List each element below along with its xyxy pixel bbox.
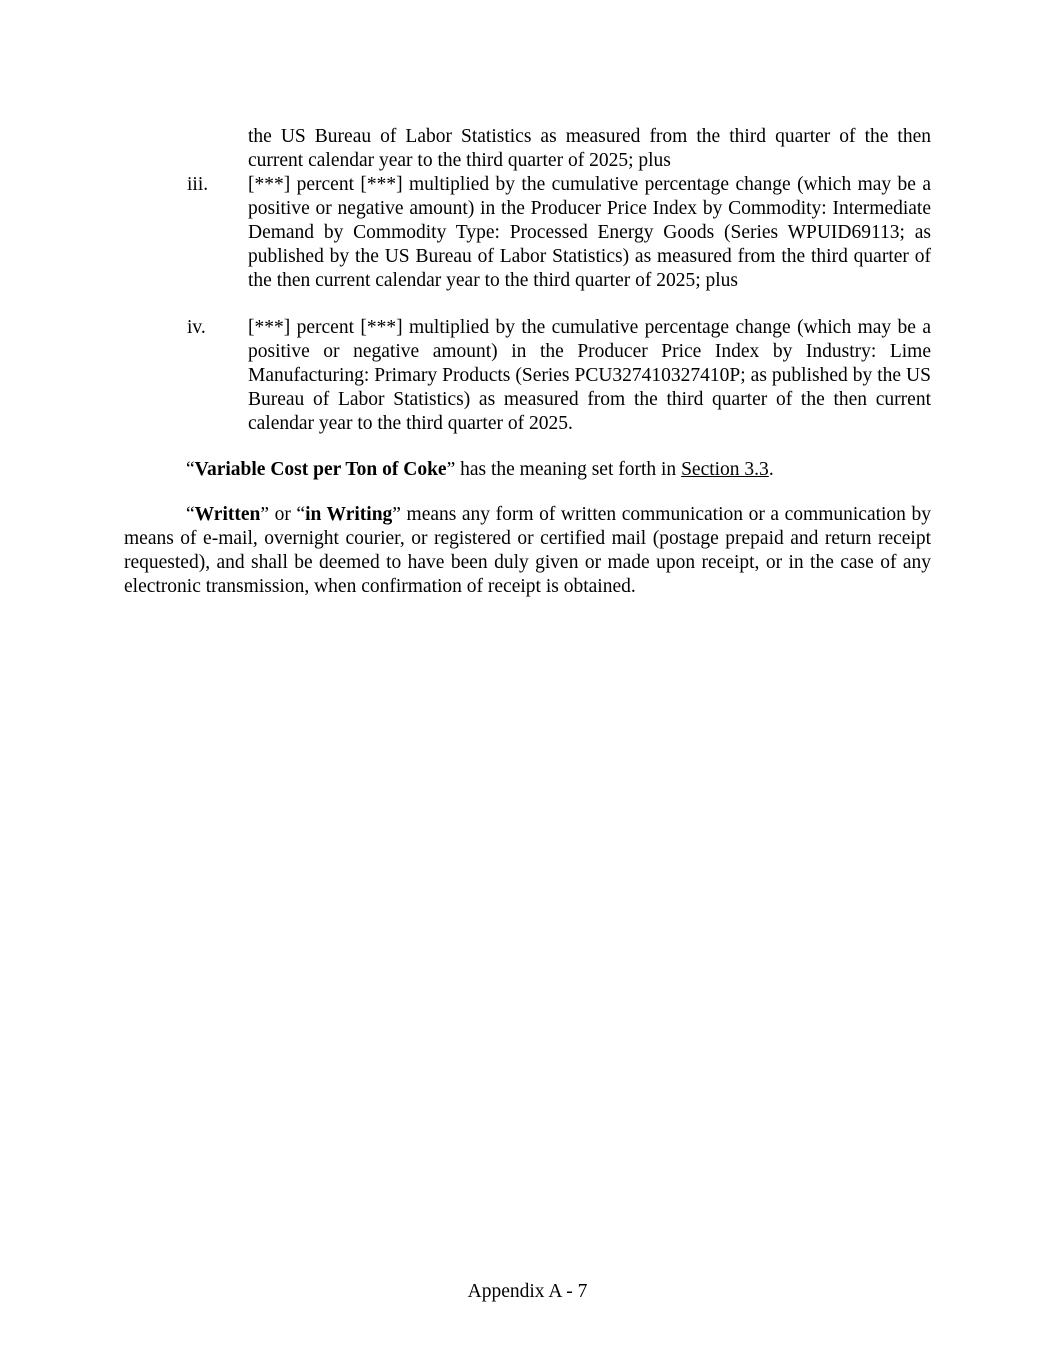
page-footer — [0, 1280, 1055, 1304]
section-reference-link[interactable]: Section 3.3 — [681, 459, 769, 480]
defined-term: Variable Cost per Ton of Coke — [194, 459, 447, 480]
close-quote: ” — [446, 459, 456, 480]
close-quote: ” — [392, 504, 401, 525]
definition-end: . — [768, 459, 774, 480]
defined-term: Written — [194, 504, 261, 525]
list-marker: iii. — [187, 174, 209, 195]
list-marker: iv. — [187, 317, 206, 338]
list-item-text: [***] percent [***] multiplied by the cumulative percentage change (which may be a positive or negative amount) in the Producer Price Index by Industry: Lime Manufacturing: Primary Products (Series PCU327410327410P; as published by the US Bureau of Labor Statistics) as measured from the third quarter of the then current calendar year to the third quarter of 2025. — [248, 317, 931, 434]
continuation-paragraph — [248, 125, 931, 173]
definition-variable-cost — [124, 458, 931, 482]
definition-text: has the meaning set forth in — [455, 459, 682, 480]
definition-text: means any form of written communication or a communication by means of e-mail, overnight courier, or registered or certified mail (postage prepaid and return receipt requested), and shall be deemed to have been duly given or made upon receipt, or in the case of any electronic transmission, when confirmation of receipt is obtained. — [124, 504, 931, 597]
continuation-text: the US Bureau of Labor Statistics as measured from the third quarter of the then current calendar year to the third quarter of 2025; plus — [248, 126, 931, 171]
definition-written — [124, 503, 931, 599]
page-number: Appendix A - 7 — [467, 1281, 588, 1302]
open-quote: “ — [186, 459, 195, 480]
list-item-text: [***] percent [***] multiplied by the cumulative percentage change (which may be a positive or negative amount) in the Producer Price Index by Commodity: Intermediate Demand by Commodity Type: Processed Energy Goods (Series WPUID69113; as published by the US Bureau of Labor Statistics) as measured from the third quarter of the then current calendar year to the third quarter of 2025; plus — [248, 174, 931, 291]
quote-separator: ” or “ — [260, 504, 306, 525]
open-quote: “ — [186, 504, 195, 525]
defined-term: in Writing — [305, 504, 393, 525]
